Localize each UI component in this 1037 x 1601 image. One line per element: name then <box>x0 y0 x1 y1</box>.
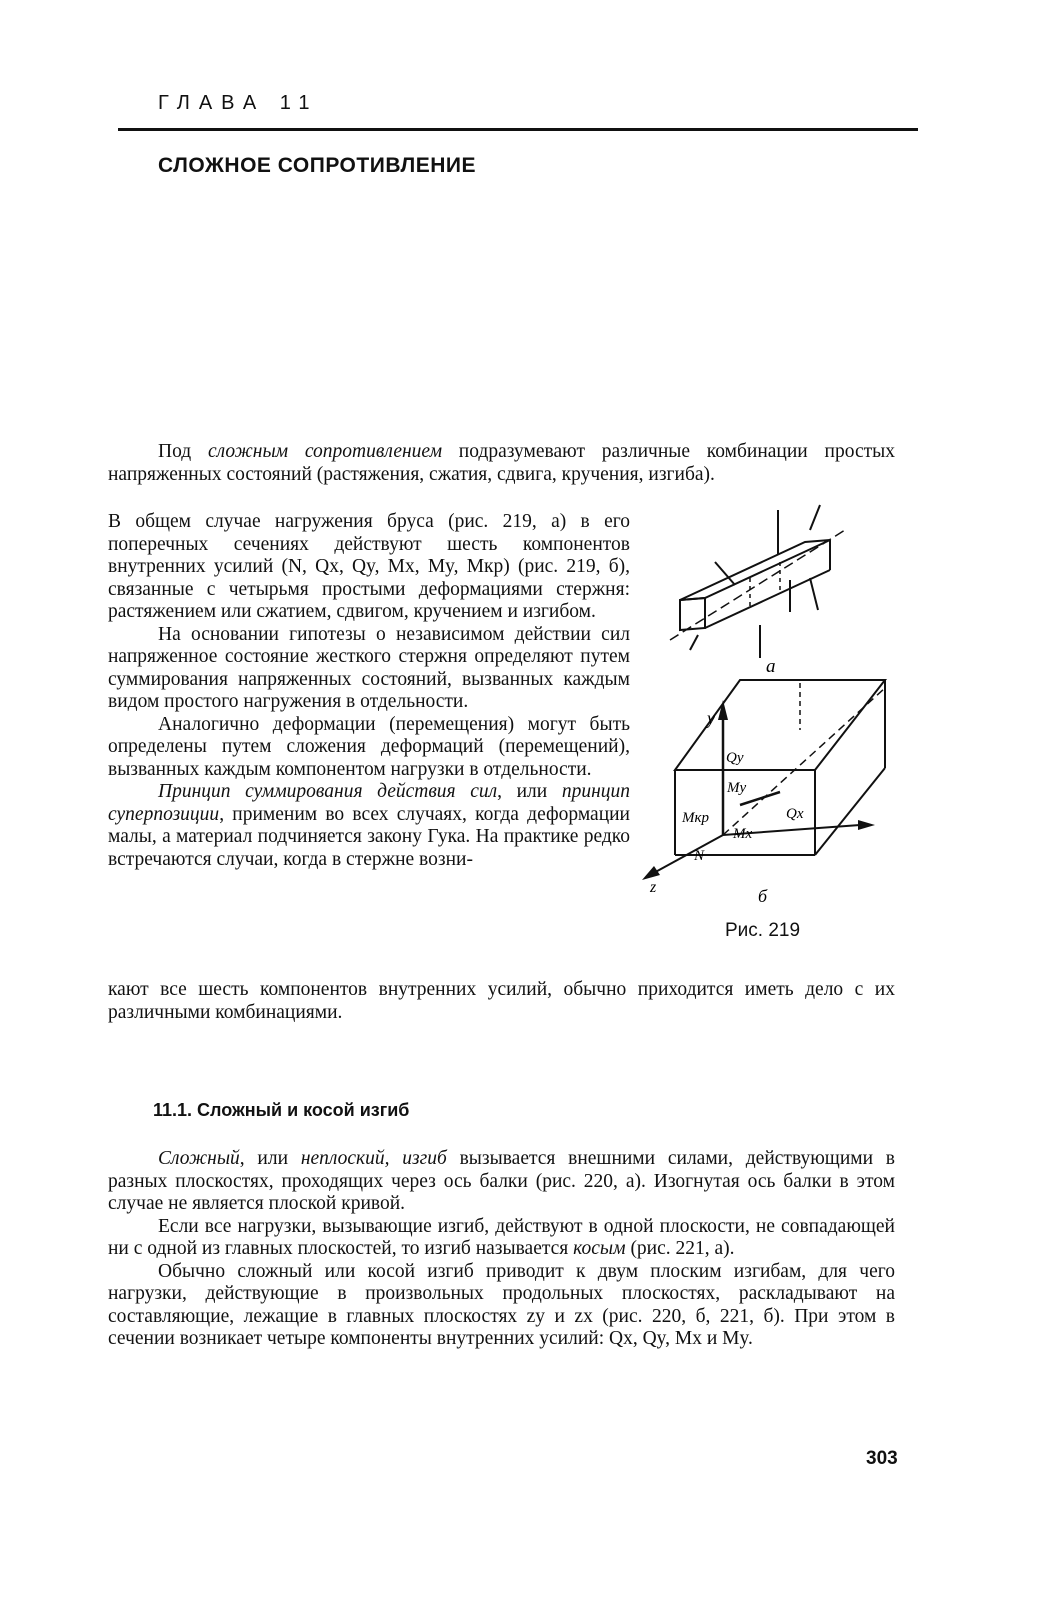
term-superposition: принцип суперпозиции <box>108 781 630 825</box>
intro-text: Под <box>158 441 208 462</box>
segment-edge <box>815 768 885 855</box>
section-heading: 11.1. Сложный и косой изгиб <box>153 1100 410 1120</box>
term-complex: Сложный <box>158 1148 240 1169</box>
section-paragraph: Обычно сложный или косой изгиб приводит к двум плоским изгибам, для чего нагрузки, действующие в произвольных продольных плоскостях, раскладывают на составляющие, лежащие в главных плоскостях zy и zx (рис. 220, б, 221, б). При этом в сечении возникает четыре компоненты внутренних усилий: Qx, Qy, Mx и My. <box>108 1260 895 1349</box>
force-arrow <box>690 635 698 650</box>
beam-top-face <box>680 540 830 600</box>
arrowhead-z <box>642 866 660 880</box>
qy-label: Qy <box>726 750 744 766</box>
mx-label: Mx <box>733 826 753 842</box>
section-paragraph <box>108 1148 895 1216</box>
wrapped-text-column <box>108 511 630 871</box>
paragraph-loading: В общем случае нагружения бруса (рис. 219, а) в его поперечных сечениях действуют шесть компонентов внутренних усилий (N, Qx, Qy, Mx, My, Mкр) (рис. 219, б), связанные с четырьмя простыми деформациями стержня: растяжением или сжатием, сдвигом, кручением и изгибом. <box>108 511 630 622</box>
intro-text: подразумевают различные комбинации простых напряженных состояний (растяжения, сжатия, сдвига, кручения, изгиба). <box>108 441 895 485</box>
beam-axis <box>670 530 845 640</box>
figure-219 <box>630 500 910 940</box>
paragraph-hypothesis: На основании гипотезы о независимом действии сил напряженное состояние жесткого стержня определяют путем суммирования напряженных состояний, вызванных каждым видом простого нагружения в отдельности. <box>108 623 630 712</box>
qx-label: Qx <box>786 806 804 822</box>
mkr-label: Mкр <box>682 810 710 826</box>
segment-axis <box>723 688 885 835</box>
force-arrow <box>810 578 818 610</box>
chapter-label: ГЛАВА 11 <box>158 92 319 114</box>
label-b: б <box>758 886 768 906</box>
label-a: а <box>766 656 776 677</box>
section-paragraph <box>108 1216 895 1261</box>
chapter-title: СЛОЖНОЕ СОПРОТИВЛЕНИЕ <box>158 154 476 177</box>
term-principle: Принцип суммирования действия сил <box>158 781 498 802</box>
chapter-divider <box>118 128 918 131</box>
axis-z-label: z <box>650 879 657 896</box>
paragraph-tail: кают все шесть компонентов внутренних усилий, обычно приходится иметь дело с их различными комбинациями. <box>108 979 895 1023</box>
page-number: 303 <box>866 1448 898 1469</box>
paragraph-superposition <box>108 781 630 871</box>
section-body <box>108 1148 895 1351</box>
text-segment: , применим во всех случаях, когда деформации малы, а материал подчиняется закону Гука. На практике редко встречаются случаи, когда в стержне возни- <box>108 803 630 870</box>
figure-caption: Рис. 219 <box>725 920 801 941</box>
text-segment: вызывается внешними силами, действующими в разных плоскостях, проходящих через ось балки (рис. 220, а). Изогнутая ось балки в этом случае не является плоской кривой. <box>108 1148 896 1214</box>
intro-paragraph <box>108 441 895 486</box>
arrowhead-x <box>858 820 875 830</box>
beam-end-face <box>680 598 705 630</box>
paragraph-continuation <box>108 979 895 1024</box>
text-segment: , или <box>497 781 562 802</box>
my-label: My <box>727 780 747 796</box>
intro-term: сложным сопротивлением <box>207 441 443 462</box>
text-segment: (рис. 221, а). <box>625 1238 735 1259</box>
text-segment: , или <box>239 1148 301 1169</box>
force-arrow <box>810 505 820 530</box>
beam-diagram <box>630 500 910 940</box>
paragraph-deformation: Аналогично деформации (перемещения) могут быть определены путем сложения деформаций (перемещений), вызванных каждым компонентом нагрузки в отдельности. <box>108 713 630 780</box>
term-oblique: косым <box>573 1238 626 1259</box>
n-label: N <box>694 848 705 864</box>
term-nonplanar: неплоский, изгиб <box>300 1148 447 1169</box>
axis-y-label: y <box>707 708 715 728</box>
text-segment: Если все нагрузки, вызывающие изгиб, действуют в одной плоскости, не совпадающей ни с одной из главных плоскостей, то изгиб называется <box>108 1215 895 1259</box>
